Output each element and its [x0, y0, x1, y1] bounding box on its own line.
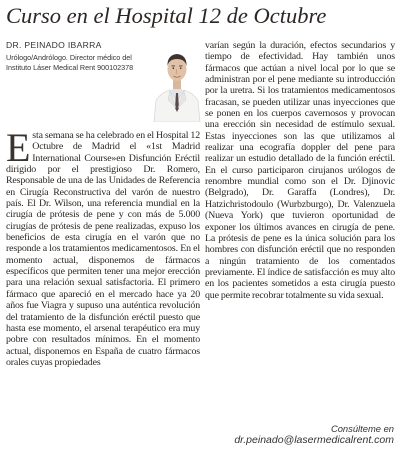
drop-cap: E: [6, 125, 31, 170]
consult-email[interactable]: dr.peinado@lasermedicalrent.com: [234, 433, 394, 446]
consult-label: Consúlteme en: [330, 423, 394, 434]
author-box: [6, 40, 200, 130]
article-body-right: varían según la duración, efectos secundarios y tiempo de efectividad. Hay también unos fármacos que actúan a nivel local por lo que se administran por el pene mediante su introducción por la uretra. Si los tratamientos medicamentosos fracasan, se pueden utilizar unas inyecciones que se ponen en los cuerpos cavernosos y provocan una erección sin necesidad de estímulo sexual. Estas inyecciones son las que utilizamos al realizar una ecografía doppler del pene para realizar un estudio detallado de la función eréctil. En el curso participaron cirujanos urólogos de renombre mundial como son el Dr. Djinovic (Belgrado), Dr. Garaffa (Londres), Dr. Hatzichristodoulo (Wurbzburgo), Dr. Valenzuela (Nueva York) que tuvieron oportunidad de exponer los últimos avances en cirugía de pene. La prótesis de pene es la única solución para los hombres con disfunción eréctil que no responden a ningún tratamiento de los comentados previamente. El índice de satisfacción es muy alto en los pacientes sometidos a esta cirugía puesto que permite recobrar totalmente su vida sexual.: [205, 40, 395, 301]
article-body-left: [6, 125, 200, 368]
left-column: [6, 40, 200, 368]
consultation-box: [174, 423, 394, 446]
author-bio: Urólogo/Andrólogo. Director médico del Instituto Láser Medical Rent 900102378: [6, 53, 134, 72]
author-name: DR. PEINADO IBARRA: [6, 40, 102, 50]
right-column: [205, 40, 395, 301]
article-headline: Curso en el Hospital 12 de Octubre: [6, 3, 327, 28]
left-column-text: sta semana se ha celebrado en el Hospital 12 Octubre de Madrid el «1st Madrid International Course»en Disfunción Eréctil dirigido por el prestigioso Dr. Romero, Responsable de una de las Unidades de Referencia en Cirugía Reconstructiva del varón de nuestro país. El Dr. Wilson, una referencia mundial en la cirugía de prótesis de pene y con más de 5.000 cirugías de prótesis de pene realizadas, expuso los beneficios de esta cirugía en el varón que no responde a los tratamientos medicamentosos. En el momento actual, disponemos de fármacos específicos que permiten tener una mejor erección para una relación sexual satisfactoria. El primero fármaco que apareció en el mercado hace ya 20 años fue Viagra y supuso una auténtica revolución del tratamiento de la disfunción eréctil puesto que hasta ese momento, el arsenal terapéutico era muy pobre con resultados mínimos. En el momento actual, disponemos en España de cuatro fármacos orales cuyas propiedades: [6, 130, 200, 368]
author-portrait: [152, 42, 202, 122]
